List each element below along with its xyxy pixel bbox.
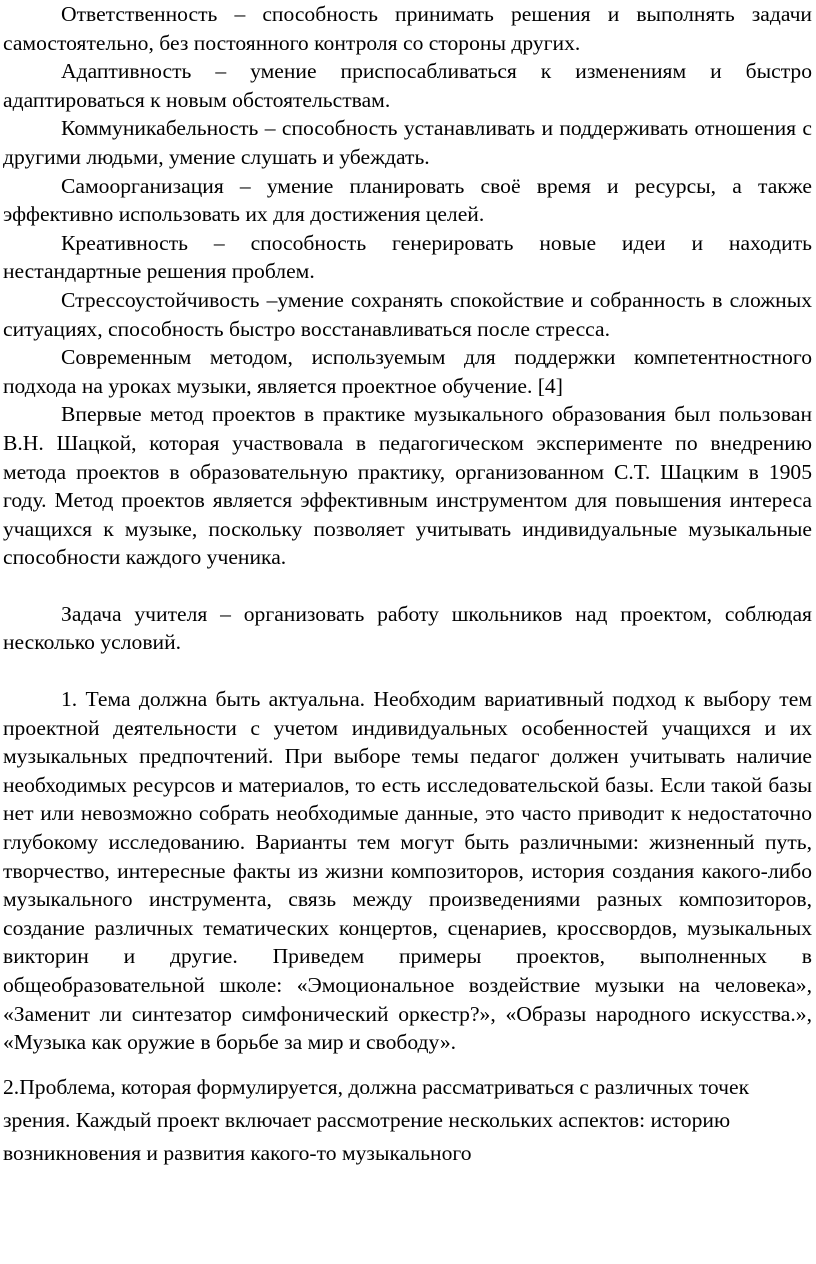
paragraph-teacher-task: Задача учителя – организовать работу школьников над проектом, соблюдая несколько условий.	[3, 601, 812, 655]
paragraph-project-method: Современным методом, используемым для поддержки компетентностного подхода на уроках музыки, является проектное обучение. [4]	[3, 345, 812, 398]
paragraph-creativity: Креативность – способность генерировать новые идеи и находить нестандартные решения проблем.	[3, 230, 812, 284]
paragraph-stress-resistance: Стрессоустойчивость –умение сохранять спокойствие и собранность в сложных ситуациях, способность быстро восстанавливаться после стресса.	[3, 287, 812, 341]
paragraph-self-organization: Самоорганизация – умение планировать своё время и ресурсы, а также эффективно использовать их для достижения целей.	[3, 173, 812, 227]
paragraph-condition-2: 2.Проблема, которая формулируется, должна рассматриваться с различных точек зрения. Каждый проект включает рассмотрение нескольких аспектов: историю возникновения и развития какого-то музыкального	[3, 1074, 750, 1165]
paragraph-communication: Коммуникабельность – способность устанавливать и поддерживать отношения с другими людьми, умение слушать и убеждать.	[3, 116, 812, 169]
paragraph-condition-1: 1. Тема должна быть актуальна. Необходим вариативный подход к выбору тем проектной деятельности с учетом индивидуальных особенностей учащихся и их музыкальных предпочтений. При выборе темы педагог должен учитывать наличие необходимых ресурсов и материалов, то есть исследовательской базы. Если такой базы нет или невозможно собрать необходимые данные, это часто приводит к недостаточно глубокому исследованию. Варианты тем могут быть различными: жизненный путь, творчество, интересные факты из жизни композиторов, история создания какого-либо музыкального инструмента, связь между произведениями разных композиторов, создание различных тематических концертов, сценариев, кроссвордов, музыкальных викторин и другие. Приведем примеры проектов, выполненных в общеобразовательной школе: «Эмоциональное воздействие музыки на человека», «Заменит ли синтезатор симфонический оркестр?», «Образы народного искусства.», «Музыка как оружие в борьбе за мир и свободу».	[3, 687, 812, 1055]
paragraph-responsibility: Ответственность – способность принимать решения и выполнять задачи самостоятельно, без постоянного контроля со стороны других.	[3, 2, 812, 55]
paragraph-history: Впервые метод проектов в практике музыкального образования был пользован В.Н. Шацкой, которая участвовала в педагогическом эксперименте по внедрению метода проектов в образовательную практику, организованном С.Т. Шацким в 1905 году. Метод проектов является эффективным инструментом для повышения интереса учащихся к музыке, поскольку позволяет учитывать индивидуальные музыкальные способности каждого ученика.	[3, 402, 812, 570]
paragraph-adaptivity: Адаптивность – умение приспосабливаться к изменениям и быстро адаптироваться к новым обстоятельствам.	[3, 59, 812, 112]
